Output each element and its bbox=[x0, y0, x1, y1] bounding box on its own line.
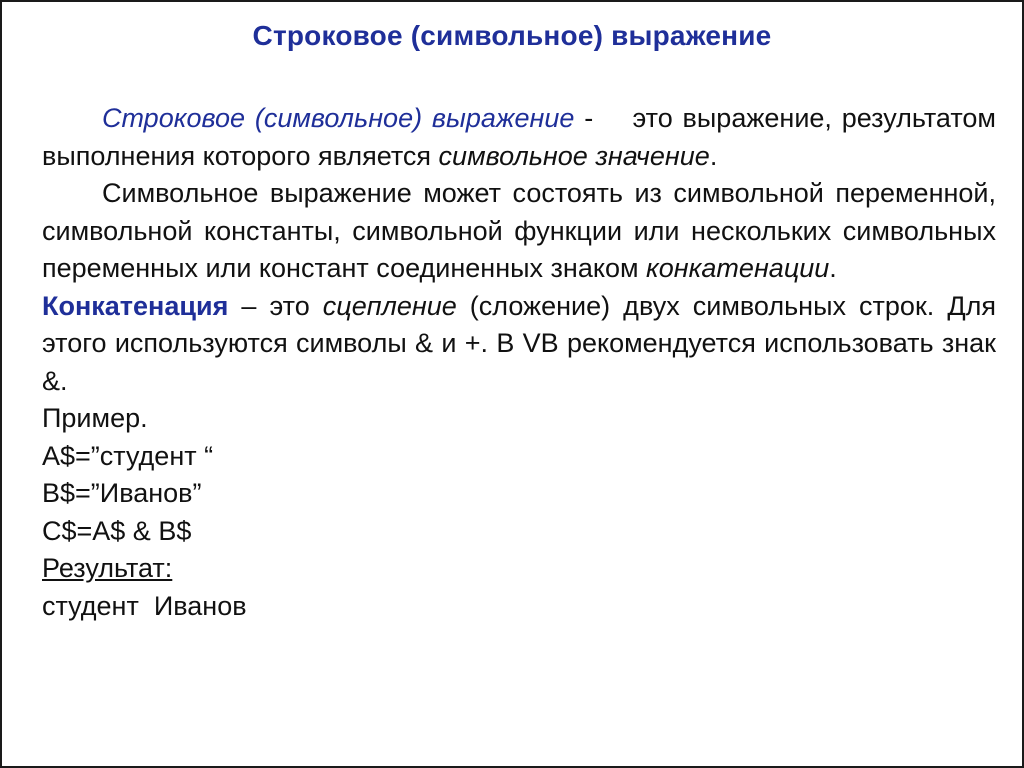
result-label: Результат: bbox=[42, 553, 173, 583]
definition-term: Строковое (символьное) выражение bbox=[102, 103, 575, 133]
result-value: студент Иванов bbox=[42, 590, 247, 621]
slide-body bbox=[42, 100, 996, 625]
definition-text: это выражение, результатом выполнения которого является bbox=[42, 103, 996, 171]
concatenation-term: Конкатенация bbox=[42, 290, 229, 321]
composition-paragraph bbox=[42, 175, 996, 288]
composition-text: Символьное выражение может состоять из символьной переменной, символьной константы, символьной функции или нескольких символьных переменных или констант соединенных знаком bbox=[42, 178, 996, 283]
slide-title: Строковое (символьное) выражение bbox=[252, 20, 772, 51]
example-line: C$=A$ & B$ bbox=[42, 515, 192, 546]
composition-term: конкатенации bbox=[646, 253, 830, 283]
composition-end: . bbox=[829, 253, 837, 283]
concatenation-text-1: – это bbox=[228, 290, 323, 321]
example-line: B$=”Иванов” bbox=[42, 478, 202, 508]
concatenation-paragraph bbox=[42, 288, 996, 401]
example-line: A$=”студент “ bbox=[42, 440, 214, 471]
definition-term-2: символьное значение bbox=[438, 140, 710, 171]
definition-dash: - bbox=[574, 103, 633, 133]
concatenation-italic: сцепление bbox=[322, 290, 457, 321]
definition-end: . bbox=[709, 140, 718, 171]
example-label: Пример. bbox=[42, 403, 148, 433]
definition-paragraph bbox=[42, 100, 996, 175]
concatenation-text-2: (сложение) двух символьных строк. Для этого используются символы & и +. В VB рекомендуется использовать знак &. bbox=[42, 290, 996, 396]
